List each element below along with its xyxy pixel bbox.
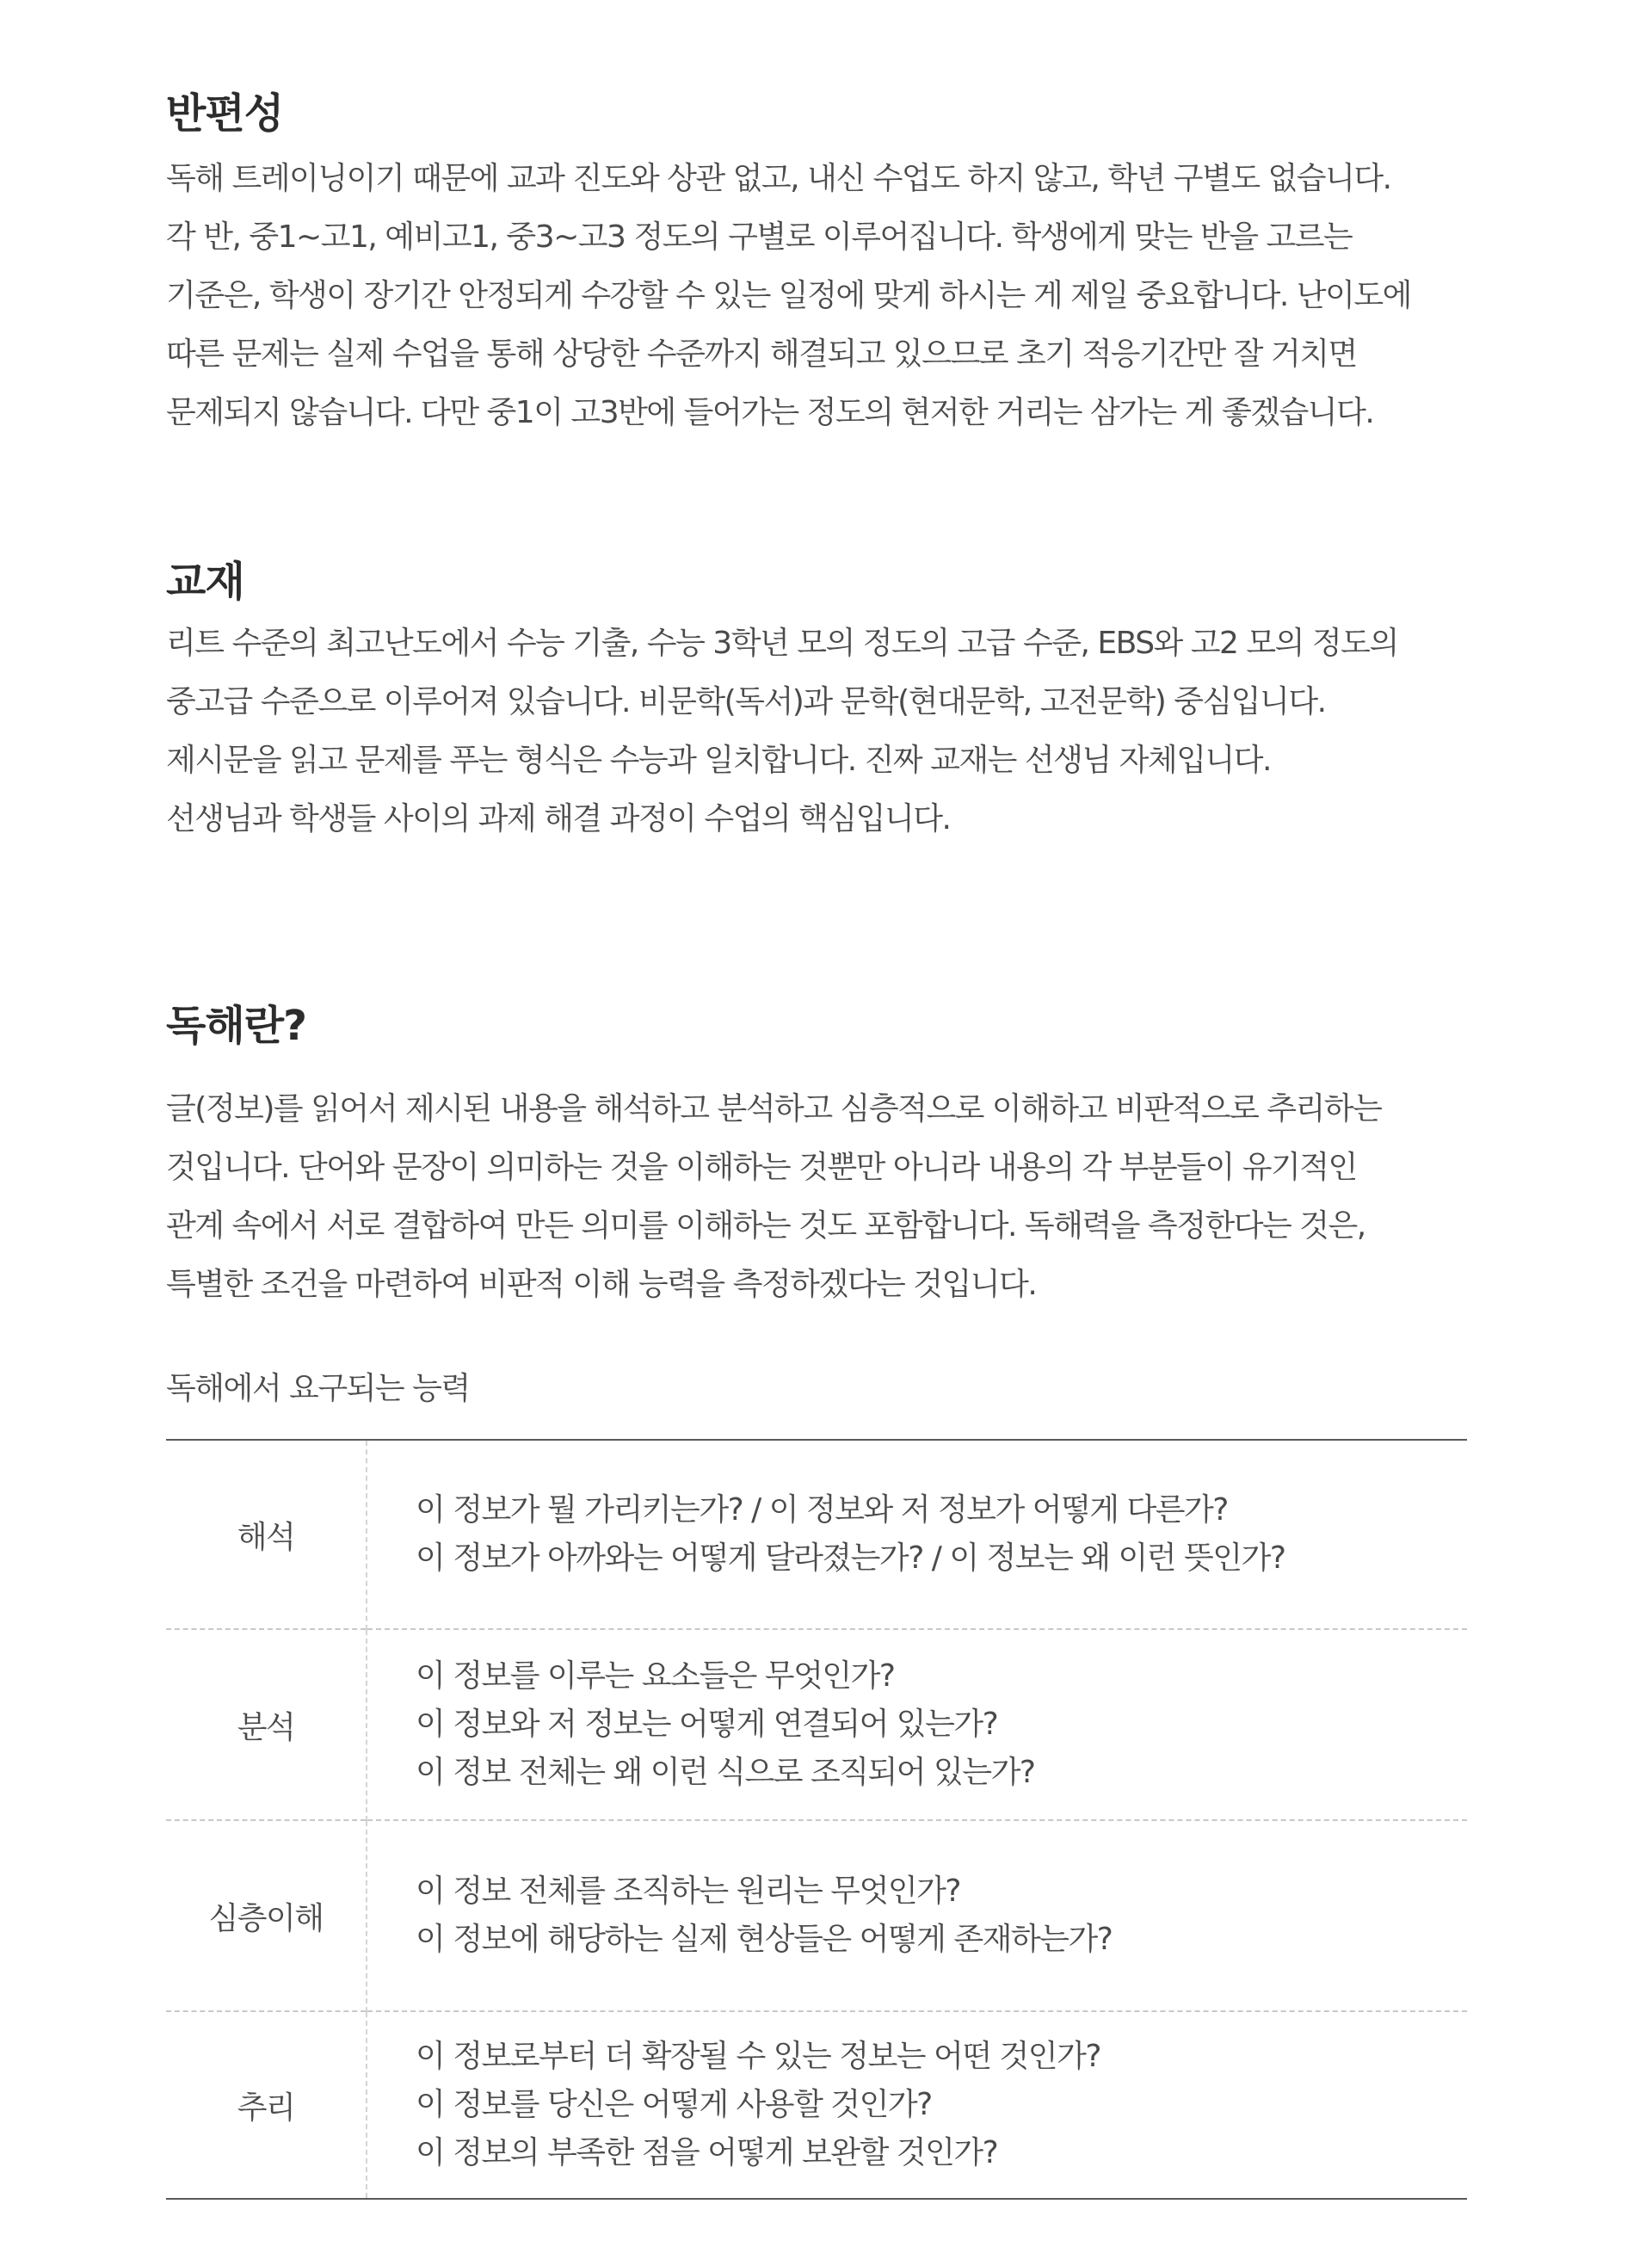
paragraph-line: 선생님과 학생들 사이의 과제 해결 과정이 수업의 핵심입니다. <box>166 801 951 837</box>
paragraph-line: 따른 문제는 실제 수업을 통해 상당한 수준까지 해결되고 있으므로 초기 적응기간만 잘 거치면 <box>166 336 1357 372</box>
paragraph-line: 것입니다. 단어와 문장이 의미하는 것을 이해하는 것뿐만 아니라 내용의 각 부분들이 유기적인 <box>166 1150 1357 1185</box>
table-row <box>166 1820 1467 2011</box>
question-text: 이 정보에 해당하는 실제 현상들은 어떻게 존재하는가? <box>416 1922 1113 1957</box>
ability-category: 해석 <box>166 1440 367 1629</box>
section-title-textbook: 교재 <box>166 558 244 606</box>
paragraph-line: 기준은, 학생이 장기간 안정되게 수강할 수 있는 일정에 맞게 하시는 게 제일 중요합니다. 난이도에 <box>166 278 1411 313</box>
question-text: 이 정보가 아까와는 어떻게 달라졌는가? / 이 정보는 왜 이런 뜻인가? <box>416 1540 1285 1576</box>
section-body-textbook <box>166 614 1398 849</box>
paragraph-line: 특별한 조건을 마련하여 비판적 이해 능력을 측정하겠다는 것입니다. <box>166 1267 1037 1302</box>
question-text: 이 정보로부터 더 확장될 수 있는 정보는 어떤 것인가? <box>416 2039 1100 2074</box>
ability-category: 추리 <box>166 2011 367 2199</box>
section-title-reading-comprehension: 독해란? <box>166 1002 306 1050</box>
question-text: 이 정보 전체를 조직하는 원리는 무엇인가? <box>416 1874 961 1909</box>
ability-questions <box>367 1440 1467 1629</box>
paragraph-line: 관계 속에서 서로 결합하여 만든 의미를 이해하는 것도 포함합니다. 독해력을 측정한다는 것은, <box>166 1208 1365 1244</box>
table-row <box>166 2011 1467 2199</box>
section-body-class-assignment <box>166 150 1411 442</box>
paragraph-line: 각 반, 중1~고1, 예비고1, 중3~고3 정도의 구별로 이루어집니다. 학생에게 맞는 반을 고르는 <box>166 219 1353 255</box>
paragraph-line: 리트 수준의 최고난도에서 수능 기출, 수능 3학년 모의 정도의 고급 수준, EBS와 고2 모의 정도의 <box>166 626 1398 661</box>
paragraph-line: 중고급 수준으로 이루어져 있습니다. 비문학(독서)과 문학(현대문학, 고전문학) 중심입니다. <box>166 684 1326 719</box>
question-text: 이 정보와 저 정보는 어떻게 연결되어 있는가? <box>416 1707 998 1742</box>
ability-questions <box>367 1820 1467 2011</box>
ability-questions <box>367 2011 1467 2199</box>
paragraph-line: 글(정보)를 읽어서 제시된 내용을 해석하고 분석하고 심층적으로 이해하고 비판적으로 추리하는 <box>166 1091 1382 1127</box>
table-caption: 독해에서 요구되는 능력 <box>166 1371 470 1406</box>
ability-table <box>166 1439 1467 2200</box>
ability-questions <box>367 1629 1467 1820</box>
ability-category: 심층이해 <box>166 1820 367 2011</box>
section-body-reading-comprehension <box>166 1080 1381 1314</box>
table-row <box>166 1440 1467 1629</box>
section-title-class-assignment: 반편성 <box>166 90 284 138</box>
table-row <box>166 1629 1467 1820</box>
question-text: 이 정보가 뭘 가리키는가? / 이 정보와 저 정보가 어떻게 다른가? <box>416 1492 1228 1528</box>
paragraph-line: 제시문을 읽고 문제를 푸는 형식은 수능과 일치합니다. 진짜 교재는 선생님 자체입니다. <box>166 743 1271 778</box>
question-text: 이 정보를 이루는 요소들은 무엇인가? <box>416 1658 895 1694</box>
question-text: 이 정보의 부족한 점을 어떻게 보완할 것인가? <box>416 2135 998 2170</box>
paragraph-line: 독해 트레이닝이기 때문에 교과 진도와 상관 없고, 내신 수업도 하지 않고, 학년 구별도 없습니다. <box>166 161 1391 196</box>
paragraph-line: 문제되지 않습니다. 다만 중1이 고3반에 들어가는 정도의 현저한 거리는 삼가는 게 좋겠습니다. <box>166 395 1374 430</box>
question-text: 이 정보 전체는 왜 이런 식으로 조직되어 있는가? <box>416 1755 1035 1790</box>
ability-category: 분석 <box>166 1629 367 1820</box>
question-text: 이 정보를 당신은 어떻게 사용할 것인가? <box>416 2087 932 2122</box>
